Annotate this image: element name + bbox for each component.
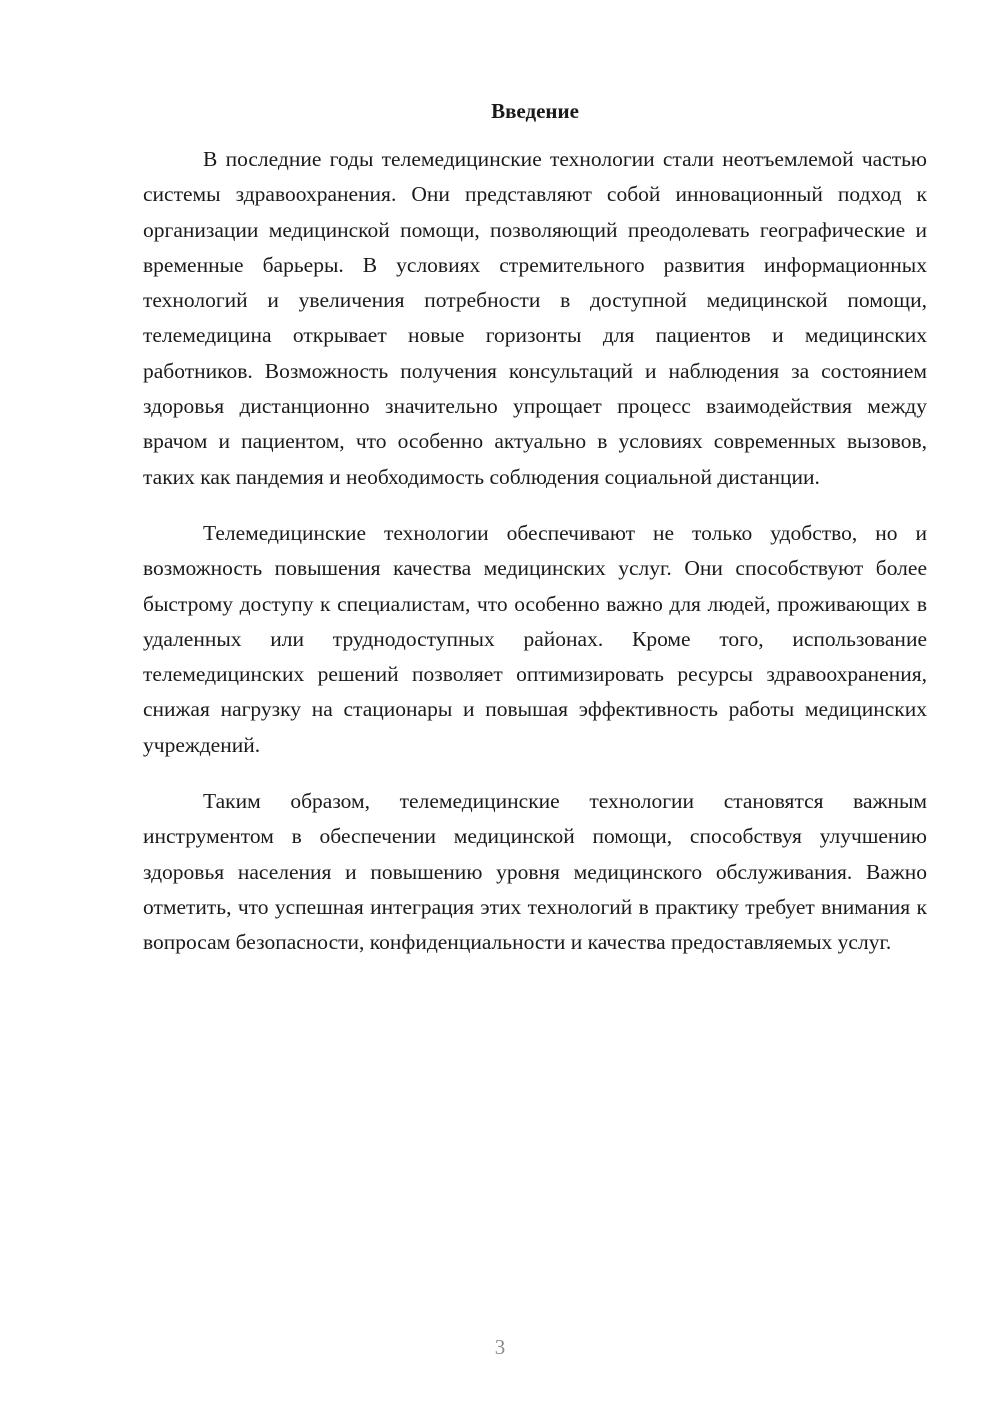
section-title: Введение (491, 99, 579, 123)
paragraph-3: Таким образом, телемедицинские технологии становятся важным инструментом в обеспечении медицинской помощи, способствуя улучшению здоровья населения и повышению уровня медицинского обслуживания. Важно отметить, что успешная интеграция этих технологий в практику требует внимания к вопросам безопасности, конфиденциальности и качества предоставляемых услуг. (143, 789, 927, 955)
paragraph-1: В последние годы телемедицинские технологии стали неотъемлемой частью системы здравоохранения. Они представляют собой инновационный подход к организации медицинской помощи, позволяющий преодолевать географические и временные барьеры. В условиях стремительного развития информационных технологий и увеличения потребности в доступной медицинской помощи, телемедицина открывает новые горизонты для пациентов и медицинских работников. Возможность получения консультаций и наблюдения за состоянием здоровья дистанционно значительно упрощает процесс взаимодействия между врачом и пациентом, что особенно актуально в условиях современных вызовов, таких как пандемия и необходимость соблюдения социальной дистанции. (143, 147, 927, 489)
paragraph-2: Телемедицинские технологии обеспечивают не только удобство, но и возможность повышения качества медицинских услуг. Они способствуют более быстрому доступу к специалистам, что особенно важно для людей, проживающих в удаленных или труднодоступных районах. Кроме того, использование телемедицинских решений позволяет оптимизировать ресурсы здравоохранения, снижая нагрузку на стационары и повышая эффективность работы медицинских учреждений. (143, 520, 927, 757)
page-number: 3 (494, 1335, 506, 1359)
body-text (143, 142, 927, 961)
